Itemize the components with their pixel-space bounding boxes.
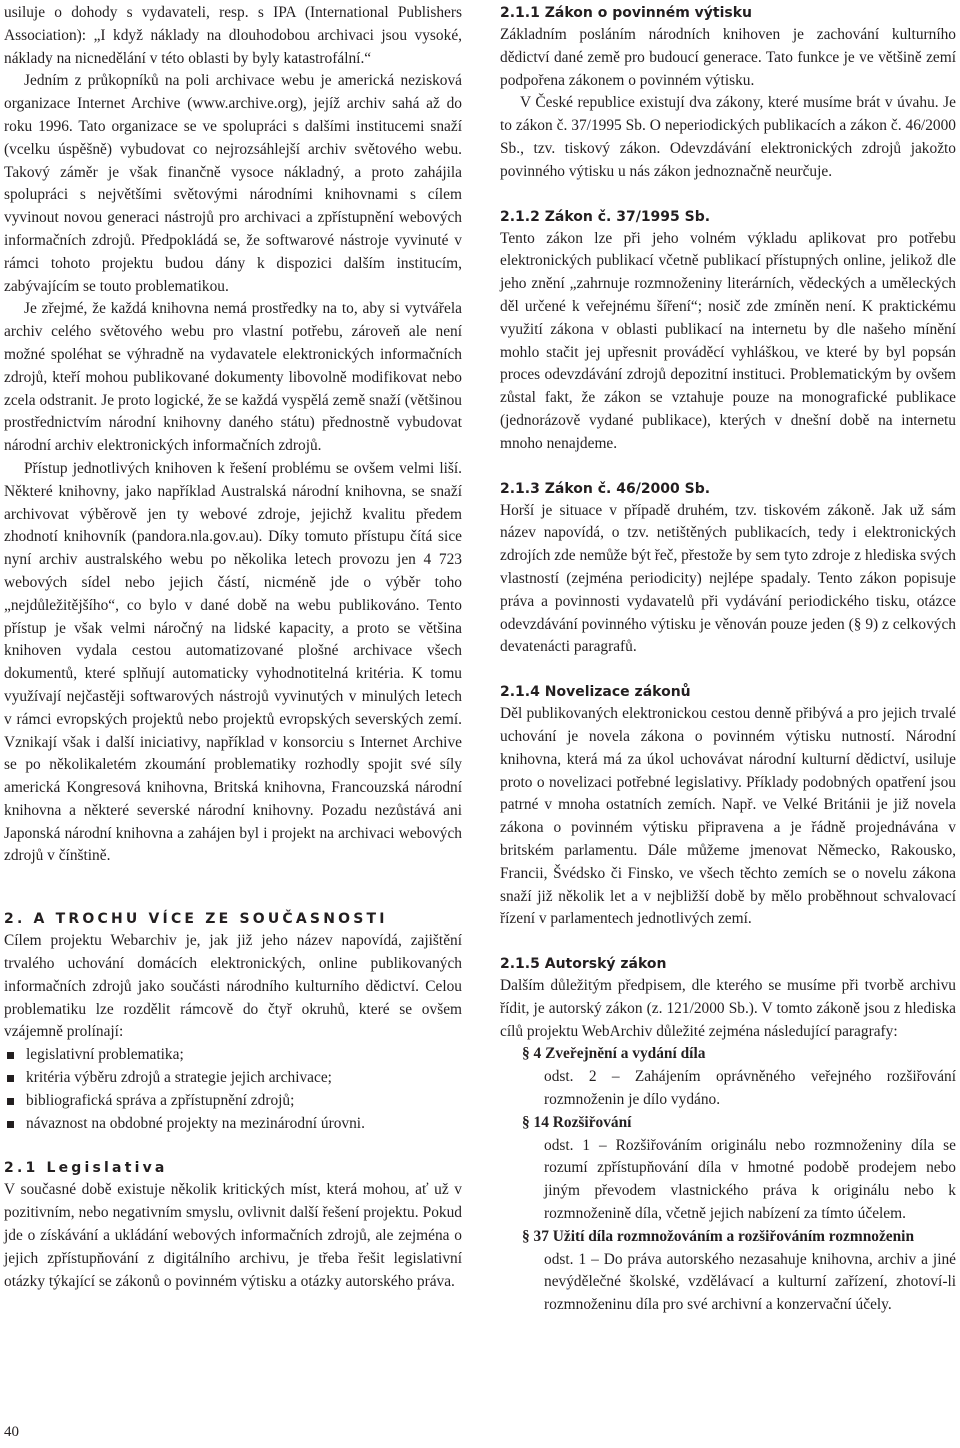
subsection-heading: 2.1.4 Novelizace zákonů: [500, 684, 691, 701]
section-heading: 2. A TROCHU VÍCE ZE SOUČASNOSTI: [4, 911, 388, 928]
paragraph: usiluje o dohody s vydavateli, resp. s IPA (International Publishers Association): „I když náklady na dlouhodobou archivaci jsou vysoké, náklady na nicnedělání v této oblasti by byly katastrofální.“: [4, 4, 462, 67]
subsection-heading: 2.1 Legislativa: [4, 1160, 168, 1177]
paragraph: Přístup jednotlivých knihoven k řešení problému se ovšem velmi liší. Některé knihovny, jako například Australská národní knihovna, se snaží archivovat výběrově jen ty webové zdroje, jejichž kvalitu předem zhodnotí knihovník (pandora.nla.gov.au). Díky tomuto přístupu čítá sice nyní archiv australského webu po několika letech provozu jen 4 723 webových sídel nebo jejich částí, nicméně jde o výběr toho „nejdůležitějšího“, co bylo v dané době na webu publikováno. Tento přístup je však velmi náročný na lidské kapacity, a proto se většina knihoven vydala cestou automatizované plošné archivace všech dokumentů, které splňují automaticky vyhodnotitelná kritéria. K tomu využívají nejčastěji softwarových nástrojů vyvinutých v minulých letech v rámci evropských projektů nebo projektů evropských severských zemí. Vznikají však i další iniciativy, například v konsorciu s Internet Archive se po několikaletém zkoumání problematiky rozhodly spojit své síly americká Kongresová knihovna, Britská knihovna, Francouzská národní knihovna a některé severské národní knihovny. Pozadu nezůstává ani Japonská národní knihovna a zahájen byl i projekt na archivaci webových zdrojů v čínštině.: [4, 459, 462, 865]
paragraph: Základním posláním národních knihoven je zachování kulturního dědictví dané země pro budoucí generace. Tato funkce je ve většině zemí podpořena zákonem o povinném výtisku.: [500, 26, 956, 89]
law-section-text: odst. 1 – Do práva autorského nezasahuje knihovna, archiv a jiné nevýdělečné školské, vzdělávací a kulturní zařízení, zhotoví-li rozmnoženinu díla pro své archivní a konzervační účely.: [544, 1250, 956, 1314]
law-section-title: § 14 Rozšiřování: [522, 1113, 632, 1131]
list-item: návaznost na obdobné projekty na mezinárodní úrovni.: [4, 1113, 462, 1136]
list-item: bibliografická správa a zpřístupnění zdrojů;: [4, 1090, 462, 1113]
law-section-text: odst. 2 – Zahájením oprávněného veřejného rozšiřování rozmnoženin je dílo vydáno.: [544, 1068, 956, 1109]
subsection-heading: 2.1.1 Zákon o povinném výtisku: [500, 5, 753, 21]
left-column: [4, 2, 462, 1293]
paragraph: Tento zákon lze při jeho volném výkladu aplikovat pro potřebu elektronických publikací včetně publikací přístupných online, jelikož dle jeho znění „zahrnuje rozmnoženiny literárních, vědeckých a uměleckých děl určené k veřejnému šíření“; nosič zde zmíněn není. K praktickému využití zákona v oblasti publikací na internetu by dle našeho mínění mohlo stačit jej upřesnit prováděcí vyhláškou, ve které by byl popsán proces odevzdávání zdrojů depozitní instituci. Problematickým by ovšem zůstal fakt, že zákon se vztahuje pouze na monografické publikace (jednorázově vydané publikace), kterých v dnešní době na internetu mnoho nenajdeme.: [500, 229, 956, 452]
paragraph: Děl publikovaných elektronickou cestou denně přibývá a pro jejich trvalé uchování je novela zákona o povinném výtisku nutností. Národní knihovna, která má za úkol uchovávat národní kulturní dědictví, usiluje proto o novelizaci potřebné legislativy. Příklady podobných opatření jsou patrné v mnoha ostatních zemích. Např. ve Velké Británii je již novela zákona o povinném výtisku připravena a je řádně projednávána v britském parlamentu. Dále můžeme jmenovat Německo, Rakousko, Francii, Švédsko či Finsko, ve všech těchto zemích se o novelu zákona snaží již několik let a v nejbližší době by mělo proběhnout schvalovací řízení v parlamentech jednotlivých zemí.: [500, 705, 956, 928]
paragraph: Horší je situace v případě druhém, tzv. tiskovém zákoně. Jak už sám název napovídá, o tzv. netištěných publikacích, tedy i elektronických zdrojích zde nemůže být řeč, přestože by sem tyto zdroje z hlediska svých vlastností (zejména periodicity) nejlépe spadaly. Tento zákon popisuje práva a povinnosti vydavatelů při vydávání periodického tisku, otázce odevzdávání povinného výtisku je věnován pouze jeden (§ 9) z celkových devatenácti paragrafů.: [500, 501, 956, 656]
paragraph: Je zřejmé, že každá knihovna nemá prostředky na to, aby si vytvářela archiv celého světového webu pro vlastní potřebu, zároveň ale není možné spoléhat se výhradně na vydavatele elektronických informačních zdrojů, kteří mohou publikované dokumenty libovolně modifikovat nebo zcela odstranit. Je proto logické, že se každá vyspělá země snaží (většinou prostřednictvím národní knihovny daného státu) přednostně vybudovat národní archiv elektronických informačních zdrojů.: [4, 300, 462, 455]
page-number: 40: [4, 1424, 19, 1440]
paragraph: Cílem projektu Webarchiv je, jak již jeho název napovídá, zajištění trvalého uchování domácích elektronických, online publikovaných informačních zdrojů jako součásti národního kulturního dědictví. Celou problematiku lze rozdělit rámcově do čtyř okruhů, které se ovšem vzájemně prolínají:: [4, 932, 462, 1041]
law-section-title: § 4 Zveřejnění a vydání díla: [522, 1045, 706, 1063]
paragraph: Jedním z průkopníků na poli archivace webu je americká nezisková organizace Internet Archive (www.archive.org), jejíž archiv sahá až do roku 1996. Tato organizace se ve spolupráci s dalšími institucemi snaží (vcelku úspěšně) vybudovat co nejrozsáhlejší archiv světového webu. Takový záměr je však finančně vysoce nákladný, a proto zahájila spolupráci s největšími světovými národními knihovnami s cílem vyvinout novou generaci nástrojů pro archivaci a zpřístupnění webových informačních zdrojů. Předpokládá se, že softwarové nástroje vyvinuté v rámci tohoto projektu budou dány k dispozici dalším institucím, zabývajícím se touto problematikou.: [4, 72, 462, 295]
list-item: kritéria výběru zdrojů a strategie jejich archivace;: [4, 1067, 462, 1090]
law-section-title: § 37 Užití díla rozmnožováním a rozšiřováním rozmnoženin: [522, 1227, 915, 1245]
subsection-heading: 2.1.5 Autorský zákon: [500, 956, 667, 973]
subsection-heading: 2.1.2 Zákon č. 37/1995 Sb.: [500, 208, 711, 225]
bullet-list: [4, 1044, 462, 1135]
paragraph: Dalším důležitým předpisem, dle kterého se musíme při tvorbě archivu řídit, je autorský zákon (z. 121/2000 Sb.). V tomto zákoně jsou z hlediska cílů projektu WebArchiv důležité zejména následující paragrafy:: [500, 977, 956, 1040]
right-column: [500, 2, 956, 1317]
law-section-text: odst. 1 – Rozšiřováním originálu nebo rozmnoženiny díla se rozumí zpřístupňování díla v hmotné podobě prodejem nebo jiným převodem vlastnického práva k originálu nebo k rozmnoženině díla, včetně jejich nabízení za tímto účelem.: [544, 1136, 956, 1223]
list-item: legislativní problematika;: [4, 1044, 462, 1067]
paragraph: V současné době existuje několik kritických míst, která mohou, ať už v pozitivním, nebo negativním smyslu, ovlivnit další řešení projektu. Pokud jde o získávání a ukládání webových informačních zdrojů, ale zejména o jejich zpřístupňování z digitálního archivu, je třeba řešit legislativní otázky týkající se zákonů o povinném výtisku a otázky autorského práva.: [4, 1181, 462, 1290]
paragraph: V České republice existují dva zákony, které musíme brát v úvahu. Je to zákon č. 37/1995 Sb. O neperiodických publikacích a zákon č. 46/2000 Sb., tzv. tiskový zákon. Odevzdávání elektronických zdrojů jakožto povinného výtisku u nás zákon jednoznačně neurčuje.: [500, 94, 956, 180]
subsection-heading: 2.1.3 Zákon č. 46/2000 Sb.: [500, 480, 711, 497]
